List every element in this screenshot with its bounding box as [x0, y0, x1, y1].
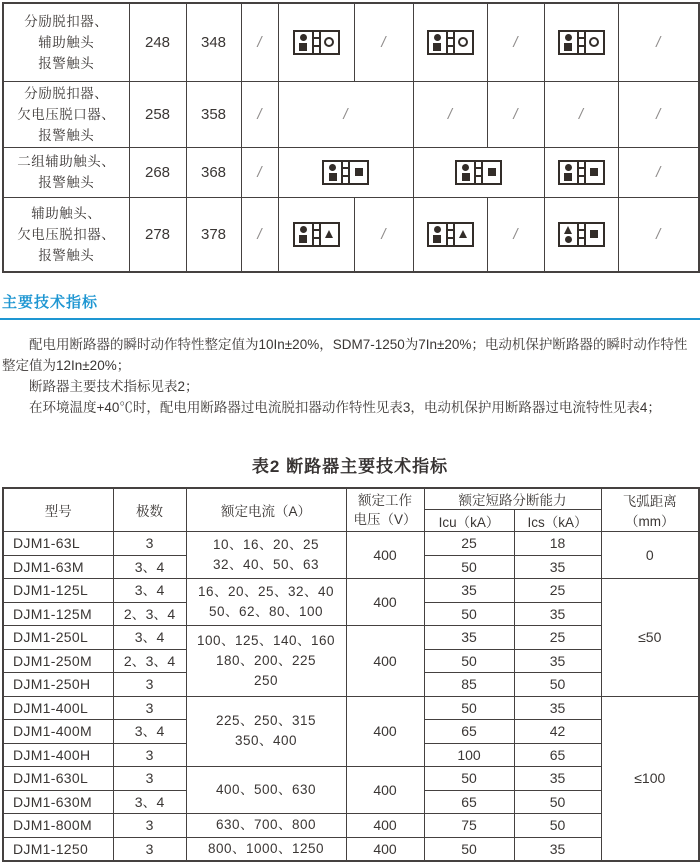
contact-config-icon [558, 222, 605, 247]
icon-right-compartment [350, 162, 367, 183]
poles-cell: 3 [113, 814, 186, 838]
terminal-cell [448, 32, 453, 40]
option-code-cell: 358 [186, 81, 241, 147]
model-cell: DJM1-250M [3, 649, 113, 673]
slash-cell: / [618, 3, 699, 81]
slash-cell: / [354, 197, 413, 272]
icon-terminal-strip [577, 224, 586, 245]
header-ics: Ics（kA） [514, 510, 601, 532]
circle-symbol [300, 226, 307, 233]
voltage-cell: 400 [346, 837, 424, 861]
poles-cell: 3、4 [113, 555, 186, 579]
poles-cell: 3、4 [113, 626, 186, 650]
icu-cell: 50 [424, 649, 514, 673]
terminal-cell [448, 231, 453, 239]
icu-cell: 50 [424, 555, 514, 579]
poles-cell: 3 [113, 532, 186, 556]
contact-config-cell [278, 197, 354, 272]
ics-cell: 50 [514, 673, 601, 697]
slash-cell: / [241, 81, 278, 147]
circle-symbol [434, 34, 441, 41]
header-icu: Icu（kA） [424, 510, 514, 532]
ics-cell: 35 [514, 649, 601, 673]
triangle-symbol [459, 230, 467, 238]
header-rated-current: 额定电流（A） [186, 488, 346, 532]
slash-cell: / [487, 197, 544, 272]
contact-config-icon [455, 160, 502, 185]
arc-distance-cell: 0 [601, 532, 699, 579]
square-symbol [488, 168, 496, 176]
accessory-row [3, 147, 699, 197]
terminal-cell [448, 39, 453, 47]
model-cell: DJM1-1250 [3, 837, 113, 861]
square-symbol [433, 43, 441, 51]
icu-cell: 50 [424, 602, 514, 626]
accessory-label-cell: 分励脱扣器、 辅助触头 报警触头 [3, 3, 129, 81]
icon-left-compartment [560, 32, 577, 53]
terminal-cell [579, 239, 584, 245]
header-model: 型号 [3, 488, 113, 532]
terminal-cell [579, 47, 584, 53]
slash-cell: / [413, 81, 487, 147]
accessory-row [3, 81, 699, 147]
terminal-cell [579, 169, 584, 177]
header-poles: 极数 [113, 488, 186, 532]
icon-left-compartment [429, 32, 446, 53]
poles-cell: 3、4 [113, 720, 186, 744]
accessory-label-cell: 分励脱扣器、 欠电压脱口器、 报警触头 [3, 81, 129, 147]
square-symbol [299, 235, 307, 243]
circle-symbol [300, 34, 307, 41]
icu-cell: 75 [424, 814, 514, 838]
terminal-cell [476, 162, 481, 170]
contact-config-icon [558, 160, 605, 185]
terminal-cell [314, 47, 319, 53]
square-symbol [564, 43, 572, 51]
contact-config-cell [413, 3, 487, 81]
model-cell: DJM1-125L [3, 579, 113, 603]
slash-cell: / [544, 81, 618, 147]
header-arc-distance: 飞弧距离（mm） [601, 488, 699, 532]
slash-cell: / [278, 81, 413, 147]
icon-right-compartment [586, 32, 603, 53]
open-circle-symbol [458, 37, 468, 47]
contact-config-icon [322, 160, 369, 185]
icon-terminal-strip [341, 162, 350, 183]
poles-cell: 2、3、4 [113, 602, 186, 626]
terminal-cell [448, 239, 453, 245]
option-code-cell: 378 [186, 197, 241, 272]
spec-row [3, 696, 699, 720]
ics-cell: 35 [514, 696, 601, 720]
accessory-row [3, 197, 699, 272]
circle-symbol [462, 164, 469, 171]
ics-cell: 65 [514, 743, 601, 767]
contact-config-icon [558, 30, 605, 55]
current-cell: 225、250、315 350、400 [186, 696, 346, 767]
terminal-cell [476, 177, 481, 183]
square-symbol [433, 235, 441, 243]
icon-terminal-strip [312, 32, 321, 53]
terminal-cell [343, 177, 348, 183]
icu-cell: 85 [424, 673, 514, 697]
terminal-cell [579, 231, 584, 239]
icon-right-compartment [586, 224, 603, 245]
arc-distance-cell: ≤100 [601, 696, 699, 861]
ics-cell: 35 [514, 555, 601, 579]
accessory-label-cell: 辅助触头、 欠电压脱扣器、 报警触头 [3, 197, 129, 272]
contact-config-cell [413, 197, 487, 272]
voltage-cell: 400 [346, 767, 424, 814]
slash-cell: / [241, 147, 278, 197]
square-symbol [590, 230, 598, 238]
contact-config-icon [293, 222, 340, 247]
option-code-cell: 278 [129, 197, 186, 272]
ics-cell: 18 [514, 532, 601, 556]
voltage-cell: 400 [346, 579, 424, 626]
section-title: 主要技术指标 [2, 294, 99, 311]
spec-row [3, 532, 699, 556]
icu-cell: 35 [424, 626, 514, 650]
terminal-cell [343, 169, 348, 177]
icon-right-compartment [455, 224, 472, 245]
contact-config-cell [278, 3, 354, 81]
poles-cell: 3 [113, 673, 186, 697]
icon-right-compartment [586, 162, 603, 183]
circle-symbol [329, 164, 336, 171]
icu-cell: 50 [424, 696, 514, 720]
slash-cell: / [618, 147, 699, 197]
spec-row [3, 767, 699, 791]
slash-cell: / [618, 81, 699, 147]
square-symbol [299, 43, 307, 51]
icon-left-compartment [560, 162, 577, 183]
current-cell: 10、16、20、25 32、40、50、63 [186, 532, 346, 579]
icu-cell: 65 [424, 790, 514, 814]
spec-row [3, 814, 699, 838]
terminal-cell [314, 231, 319, 239]
slash-cell: / [618, 197, 699, 272]
spec-row [3, 837, 699, 861]
spec-row [3, 626, 699, 650]
terminal-cell [314, 32, 319, 40]
header-breaking-capacity: 额定短路分断能力 [424, 488, 601, 510]
open-circle-symbol [324, 37, 334, 47]
voltage-cell: 400 [346, 532, 424, 579]
square-symbol [590, 168, 598, 176]
square-symbol [329, 173, 337, 181]
arc-distance-cell: ≤50 [601, 579, 699, 697]
ics-cell: 50 [514, 790, 601, 814]
contact-config-icon [427, 222, 474, 247]
terminal-cell [579, 224, 584, 232]
ics-cell: 25 [514, 579, 601, 603]
voltage-cell: 400 [346, 696, 424, 767]
model-cell: DJM1-63M [3, 555, 113, 579]
icon-left-compartment [324, 162, 341, 183]
ics-cell: 25 [514, 626, 601, 650]
terminal-cell [314, 239, 319, 245]
contact-config-cell [413, 147, 544, 197]
terminal-cell [448, 224, 453, 232]
model-cell: DJM1-400H [3, 743, 113, 767]
header-rated-voltage-line1: 额定工作 [358, 493, 412, 508]
model-cell: DJM1-400L [3, 696, 113, 720]
terminal-cell [343, 162, 348, 170]
icu-cell: 50 [424, 767, 514, 791]
terminal-cell [476, 169, 481, 177]
accessory-row [3, 3, 699, 81]
icon-right-compartment [455, 32, 472, 53]
icu-cell: 65 [424, 720, 514, 744]
square-symbol [564, 173, 572, 181]
slash-cell: / [487, 81, 544, 147]
paragraph-instant-trip: 配电用断路器的瞬时动作特性整定值为10In±20%，SDM7-1250为7In±20%；电动机保护断路器的瞬时动作特性整定值为12In±20%； [2, 337, 688, 373]
section-body [2, 334, 697, 418]
icon-terminal-strip [577, 162, 586, 183]
circle-symbol [565, 34, 572, 41]
ics-cell: 50 [514, 814, 601, 838]
contact-config-cell [278, 147, 413, 197]
icon-right-compartment [483, 162, 500, 183]
contact-config-cell [544, 147, 618, 197]
triangle-symbol [325, 230, 333, 238]
poles-cell: 3 [113, 743, 186, 767]
circle-symbol [434, 226, 441, 233]
icon-left-compartment [295, 32, 312, 53]
icu-cell: 100 [424, 743, 514, 767]
table2-title: 表2 断路器主要技术指标 [251, 457, 449, 476]
triangle-symbol [564, 226, 572, 234]
poles-cell: 3 [113, 837, 186, 861]
open-circle-symbol [589, 37, 599, 47]
current-cell: 16、20、25、32、40 50、62、80、100 [186, 579, 346, 626]
icon-left-compartment [457, 162, 474, 183]
option-code-cell: 248 [129, 3, 186, 81]
current-cell: 400、500、630 [186, 767, 346, 814]
poles-cell: 3、4 [113, 579, 186, 603]
terminal-cell [448, 47, 453, 53]
icon-right-compartment [321, 32, 338, 53]
paragraph-temperature: 在环境温度+40℃时，配电用断路器过电流脱扣器动作特性见表3，电动机保护用断路器过电流特性见表4； [29, 400, 661, 415]
model-cell: DJM1-400M [3, 720, 113, 744]
voltage-cell: 400 [346, 814, 424, 838]
ics-cell: 35 [514, 767, 601, 791]
icon-terminal-strip [577, 32, 586, 53]
option-code-cell: 268 [129, 147, 186, 197]
section-underline [0, 318, 700, 320]
paragraph-see-table2: 断路器主要技术指标见表2； [29, 379, 199, 394]
option-code-cell: 368 [186, 147, 241, 197]
terminal-cell [579, 39, 584, 47]
terminal-cell [579, 32, 584, 40]
accessory-label-cell: 二组辅助触头、 报警触头 [3, 147, 129, 197]
icon-left-compartment [295, 224, 312, 245]
icu-cell: 35 [424, 579, 514, 603]
contact-config-icon [427, 30, 474, 55]
slash-cell: / [241, 197, 278, 272]
poles-cell: 2、3、4 [113, 649, 186, 673]
circle-symbol [565, 164, 572, 171]
poles-cell: 3 [113, 767, 186, 791]
current-cell: 100、125、140、160 180、200、225 250 [186, 626, 346, 697]
icon-terminal-strip [446, 224, 455, 245]
spec-row [3, 579, 699, 603]
model-cell: DJM1-630L [3, 767, 113, 791]
ics-cell: 35 [514, 837, 601, 861]
accessory-options-table [2, 2, 700, 273]
spec-table [2, 487, 700, 862]
ics-cell: 42 [514, 720, 601, 744]
contact-config-cell [544, 197, 618, 272]
slash-cell: / [354, 3, 413, 81]
model-cell: DJM1-125M [3, 602, 113, 626]
option-code-cell: 258 [129, 81, 186, 147]
poles-cell: 3 [113, 696, 186, 720]
current-cell: 630、700、800 [186, 814, 346, 838]
icu-cell: 25 [424, 532, 514, 556]
square-symbol [462, 173, 470, 181]
contact-config-icon [293, 30, 340, 55]
current-cell: 800、1000、1250 [186, 837, 346, 861]
header-rated-voltage-line2: 电压（V） [353, 512, 417, 527]
model-cell: DJM1-800M [3, 814, 113, 838]
model-cell: DJM1-63L [3, 532, 113, 556]
contact-config-cell [544, 3, 618, 81]
poles-cell: 3、4 [113, 790, 186, 814]
model-cell: DJM1-250H [3, 673, 113, 697]
square-symbol [355, 168, 363, 176]
terminal-cell [579, 177, 584, 183]
icon-terminal-strip [474, 162, 483, 183]
terminal-cell [314, 39, 319, 47]
icon-left-compartment [429, 224, 446, 245]
circle-symbol [565, 236, 572, 243]
icon-right-compartment [321, 224, 338, 245]
model-cell: DJM1-630M [3, 790, 113, 814]
slash-cell: / [241, 3, 278, 81]
icon-terminal-strip [312, 224, 321, 245]
terminal-cell [314, 224, 319, 232]
model-cell: DJM1-250L [3, 626, 113, 650]
icon-left-compartment [560, 224, 577, 245]
icu-cell: 50 [424, 837, 514, 861]
icon-terminal-strip [446, 32, 455, 53]
voltage-cell: 400 [346, 626, 424, 697]
slash-cell: / [487, 3, 544, 81]
terminal-cell [579, 162, 584, 170]
option-code-cell: 348 [186, 3, 241, 81]
ics-cell: 35 [514, 602, 601, 626]
header-rated-voltage [346, 488, 424, 532]
